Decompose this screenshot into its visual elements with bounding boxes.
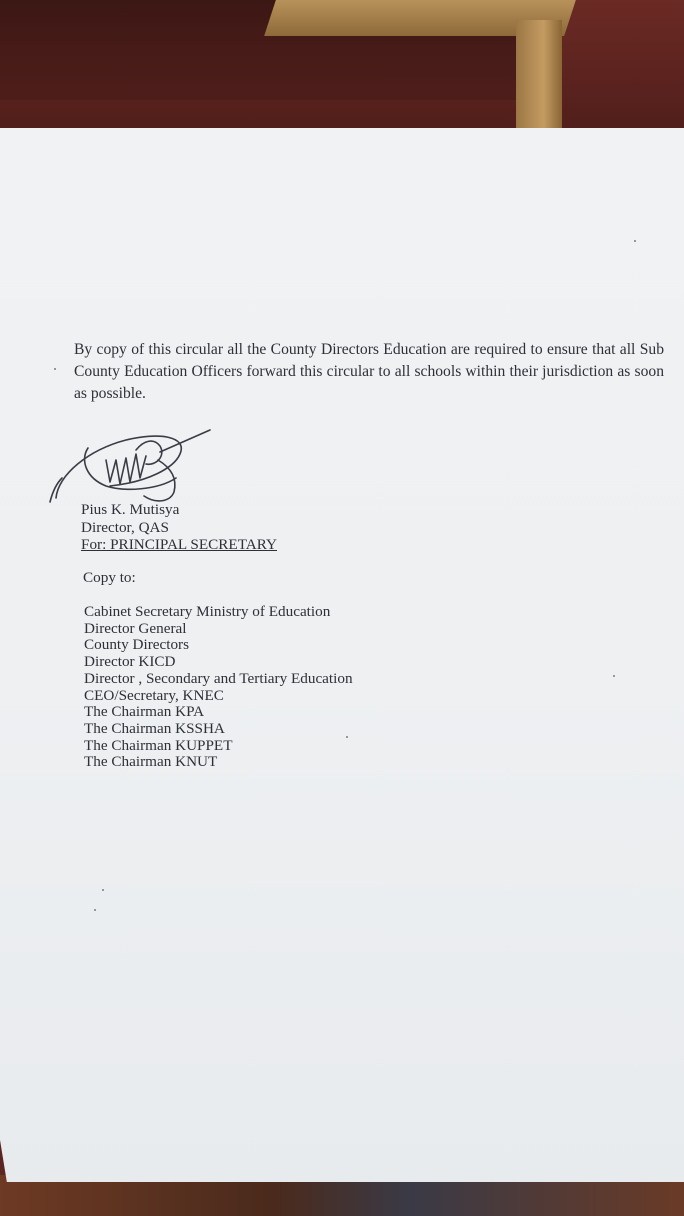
list-item: Director General bbox=[84, 619, 187, 637]
list-item: The Chairman KSSHA bbox=[84, 719, 225, 737]
list-item: County Directors bbox=[84, 636, 190, 654]
paper-speck bbox=[54, 368, 56, 370]
list-item: Director KICD bbox=[84, 653, 176, 671]
list-item: The Chairman KNUT bbox=[84, 753, 218, 771]
list-item: Cabinet Secretary Ministry of Education bbox=[84, 603, 331, 620]
handwritten-signature bbox=[48, 420, 218, 510]
list-item: CEO/Secretary, KNEC bbox=[84, 686, 224, 704]
signer-block bbox=[81, 501, 277, 554]
list-item: Director , Secondary and Tertiary Education bbox=[84, 669, 353, 687]
signer-title: Director, QAS bbox=[81, 518, 169, 536]
list-item: The Chairman KUPPET bbox=[84, 736, 233, 754]
circular-paragraph: By copy of this circular all the County Directors Education are required to ensure that all Sub County Education Officers forward this circular to all schools within their jurisdiction as soon as possible. bbox=[74, 341, 664, 402]
paper-speck bbox=[613, 675, 615, 677]
signer-for-line: For: PRINCIPAL SECRETARY bbox=[81, 536, 277, 554]
paper-speck bbox=[346, 736, 348, 738]
paper-speck bbox=[94, 909, 96, 911]
copy-to-list bbox=[84, 604, 353, 771]
copy-to-label: Copy to: bbox=[83, 569, 136, 586]
paper-speck bbox=[102, 889, 104, 891]
list-item: The Chairman KPA bbox=[84, 703, 205, 721]
signer-name: Pius K. Mutisya bbox=[81, 501, 180, 518]
paper-speck bbox=[634, 240, 636, 242]
